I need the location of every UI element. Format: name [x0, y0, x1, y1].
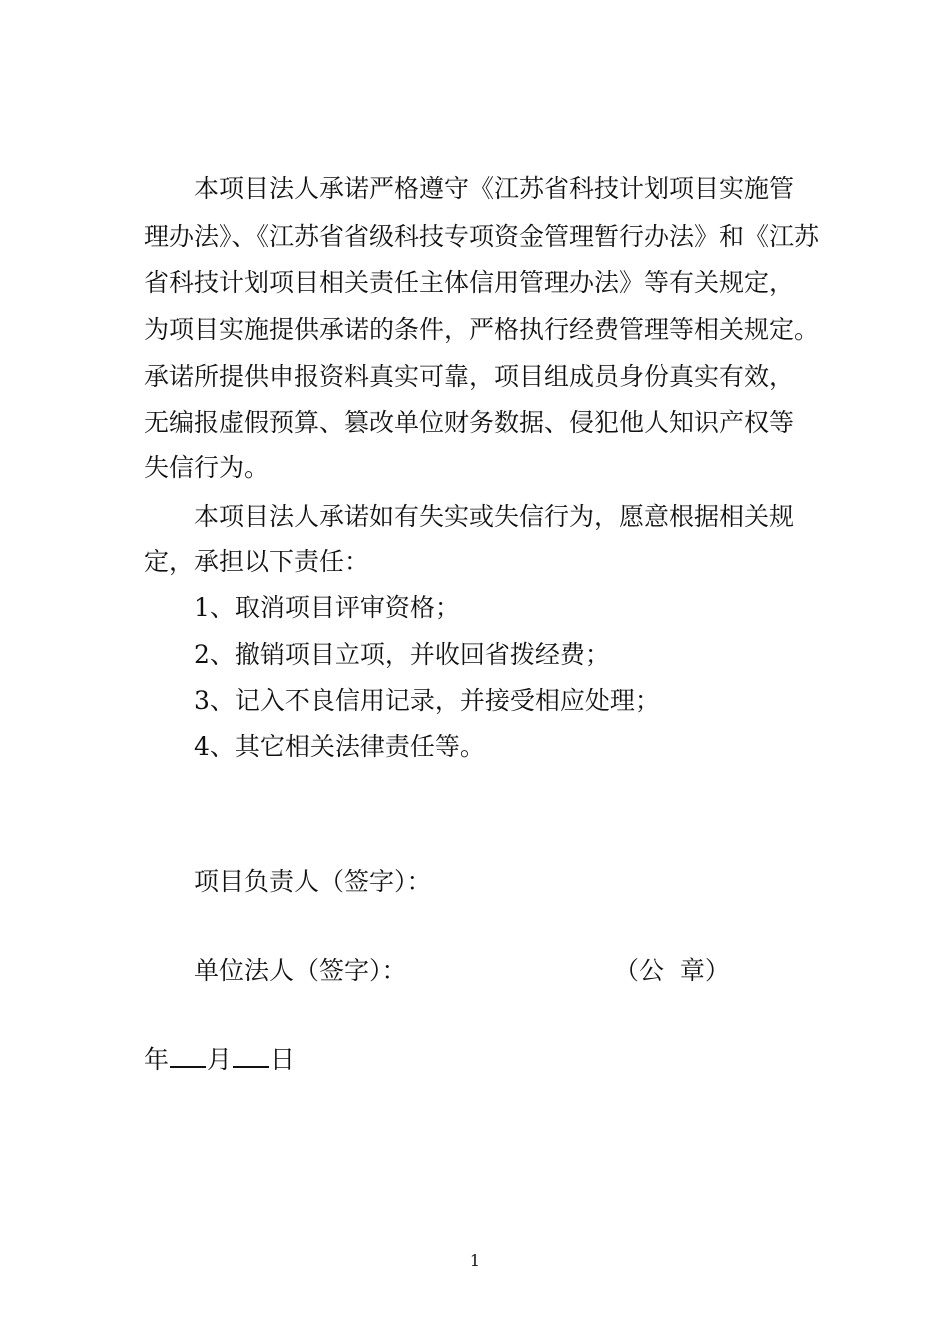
- date-year-label: 年: [144, 1045, 170, 1074]
- official-seal-label: （公 章）: [614, 956, 730, 985]
- list-item: 1、取消项目评审资格；: [194, 593, 460, 622]
- paragraph-2-line-1: 本项目法人承诺如有失实或失信行为，愿意根据相关规: [194, 502, 795, 531]
- paragraph-1-line-2: 理办法》、《江苏省省级科技专项资金管理暂行办法》和《江苏: [144, 222, 820, 251]
- date-month-label: 月: [207, 1045, 233, 1074]
- list-item: 3、记入不良信用记录，并接受相应处理；: [194, 686, 660, 715]
- paragraph-1-line-4: 为项目实施提供承诺的条件，严格执行经费管理等相关规定。: [144, 315, 820, 344]
- date-line: [144, 1044, 295, 1075]
- paragraph-1-line-3: 省科技计划项目相关责任主体信用管理办法》等有关规定，: [144, 268, 795, 297]
- paragraph-1-line-5: 承诺所提供申报资料真实可靠，项目组成员身份真实有效，: [144, 362, 795, 391]
- page-number: 1: [469, 1251, 481, 1270]
- paragraph-1-line-7: 失信行为。: [144, 453, 270, 482]
- paragraph-2-line-2: 定，承担以下责任：: [144, 547, 370, 576]
- paragraph-1-line-1: 本项目法人承诺严格遵守《江苏省科技计划项目实施管: [194, 174, 795, 203]
- date-day-label: 日: [270, 1045, 296, 1074]
- list-item: 4、其它相关法律责任等。: [194, 732, 485, 761]
- paragraph-1-line-6: 无编报虚假预算、篡改单位财务数据、侵犯他人知识产权等: [144, 408, 795, 437]
- project-leader-signature-label: 项目负责人（签字）：: [194, 867, 432, 896]
- legal-person-signature-label: 单位法人（签字）：: [194, 956, 407, 985]
- list-item: 2、撤销项目立项，并收回省拨经费；: [194, 640, 610, 669]
- date-month-blank: [170, 1044, 206, 1068]
- date-day-blank: [233, 1044, 269, 1068]
